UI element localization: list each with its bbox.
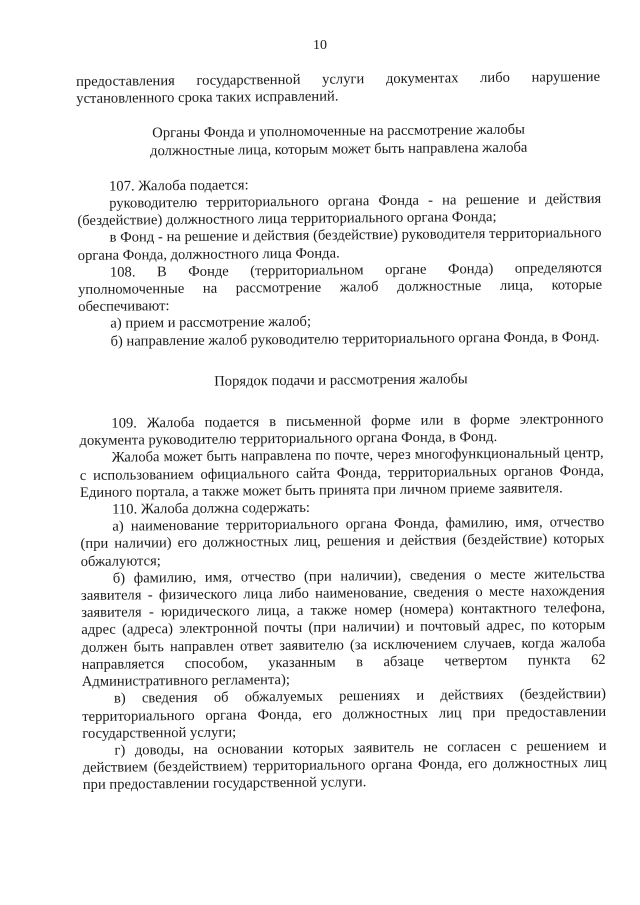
paragraph-109-delivery: Жалоба может быть направлена по почте, через многофункциональный центр, с использованием официального сайта Фонда, территориальных органов Фонда, Единого портала, а также может быть принята при личном приеме заявителя. [79, 445, 604, 501]
paragraph-108: 108. В Фонде (территориальном органе Фонда) определяются уполномоченные на рассмотрение жалоб должностные лица, которые обеспечивают: [77, 259, 603, 316]
section-heading-2: Порядок подачи и рассмотрения жалобы [214, 371, 468, 390]
paragraph-110-item-b: б) фамилию, имя, отчество (при наличии), сведения о месте жительства заявителя - физического лица либо наименование, сведения о месте нахождения заявителя - юридического лица, а также номер (номера) контактного телефона, адрес (адреса) электронной почты (при наличии) и почтовый адрес, по которым должен быть направлен ответ заявителю (за исключением случаев, когда жалоба направляется способом, указанным в абзаце четвертом пункта 62 Административного регламента); [80, 565, 606, 691]
page-number: 10 [313, 38, 327, 53]
paragraph-110-item-v: в) сведения об обжалуемых решениях и действиях (бездействии) территориального органа Фонда, его должностных лиц при предоставлении государственной услуги; [82, 686, 607, 742]
paragraph-108-item-b: б) направление жалоб руководителю территориального органа Фонда, в Фонд. [110, 328, 600, 350]
intro-line-1: предоставления государственной услуги документах либо нарушение [76, 68, 601, 90]
paragraph-109: 109. Жалоба подается в письменной форме или в форме электронного документа руководителю территориального органа Фонда, в Фонд. [79, 411, 604, 450]
section-heading-line-2: должностные лица, которым может быть направлена жалоба [150, 139, 528, 159]
paragraph-107-item-2: в Фонд - на решение и действия (бездействие) руководителя территориального органа Фонда, должностного лица Фонда. [77, 225, 602, 264]
document-body [76, 69, 607, 795]
paragraph-107: 107. Жалоба подается: [109, 177, 249, 195]
paragraph-110-item-g: г) доводы, на основании которых заявитель не согласен с решением и действием (бездействием) территориального органа Фонда, его должностных лиц при предоставлении государственной услуги. [82, 737, 607, 794]
paragraph-110-item-a: а) наименование территориального органа Фонда, фамилию, имя, отчество (при наличии) его должностных лиц, решения и действия (бездействие) которых обжалуются; [80, 514, 605, 570]
section-heading-line-1: Органы Фонда и уполномоченные на рассмотрение жалобы [152, 122, 525, 142]
paragraph-110: 110. Жалоба должна содержать: [112, 499, 311, 518]
paragraph-108-item-a: а) прием и рассмотрение жалоб; [110, 314, 312, 333]
intro-line-2: установленного срока таких исправлений. [76, 88, 339, 108]
paragraph-107-item-1: руководителю территориального органа Фонда - на решение и действия (бездействие) должностного лица территориального органа Фонда; [77, 190, 602, 230]
